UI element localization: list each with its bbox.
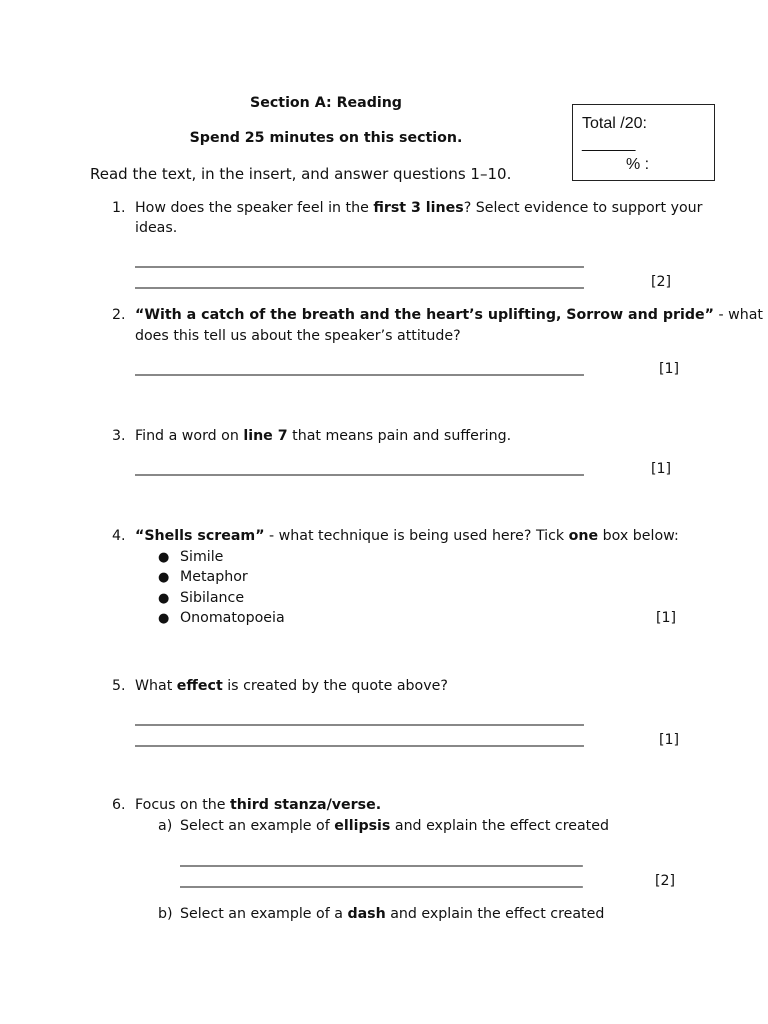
question-text-line-2: ideas. [135,220,178,236]
answer-line[interactable]: _____________________________________________________________ [180,872,583,888]
question-text-line-2: does this tell us about the speaker’s attitude? [135,328,461,344]
marks: [1] [659,361,680,377]
score-box [572,104,715,181]
question-number: 5. [112,678,126,694]
marks: [1] [651,461,672,477]
option-simile[interactable]: Simile [180,549,224,565]
part-letter: a) [158,818,173,834]
bullet-icon: ● [158,550,170,565]
question-text: “Shells scream” - what technique is being used here? Tick one box below: [135,528,679,544]
total-blank: ______ [582,135,636,152]
question-text: How does the speaker feel in the first 3 lines? Select evidence to support your [135,200,703,216]
part-letter: b) [158,906,173,922]
option-metaphor[interactable]: Metaphor [180,569,248,585]
bullet-icon: ● [158,570,170,585]
answer-line[interactable]: ____________________________________________________________________ [135,273,584,289]
question-text: Find a word on line 7 that means pain and suffering. [135,428,512,444]
question-number: 4. [112,528,126,544]
answer-line[interactable]: ____________________________________________________________________ [135,252,584,268]
marks: [1] [659,732,680,748]
time-instruction: Spend 25 minutes on this section. [189,130,463,146]
total-label: Total /20: [582,115,647,132]
percent-label: % : [626,156,650,173]
marks: [2] [651,274,672,290]
answer-line[interactable]: ____________________________________________________________________ [135,460,584,476]
marks: [1] [656,610,677,626]
option-sibilance[interactable]: Sibilance [180,590,245,606]
question-number: 3. [112,428,126,444]
question-text: Focus on the third stanza/verse. [135,797,382,813]
answer-line[interactable]: ____________________________________________________________________ [135,360,584,376]
question-number: 1. [112,200,126,216]
intro-instruction: Read the text, in the insert, and answer questions 1–10. [90,165,512,183]
bullet-icon: ● [158,611,170,626]
question-number: 2. [112,307,126,323]
marks: [2] [655,873,676,889]
answer-line[interactable]: ____________________________________________________________________ [135,731,584,747]
bullet-icon: ● [158,591,170,606]
answer-line[interactable]: _____________________________________________________________ [180,851,583,867]
option-onomatopoeia[interactable]: Onomatopoeia [180,610,285,626]
question-number: 6. [112,797,126,813]
answer-line[interactable]: ____________________________________________________________________ [135,710,584,726]
part-text: Select an example of a dash and explain the effect created [180,906,605,922]
section-title: Section A: Reading [250,95,402,111]
question-text: “With a catch of the breath and the heart’s uplifting, Sorrow and pride” - what [135,307,763,323]
question-text: What effect is created by the quote above? [135,678,448,694]
part-text: Select an example of ellipsis and explain the effect created [180,818,609,834]
